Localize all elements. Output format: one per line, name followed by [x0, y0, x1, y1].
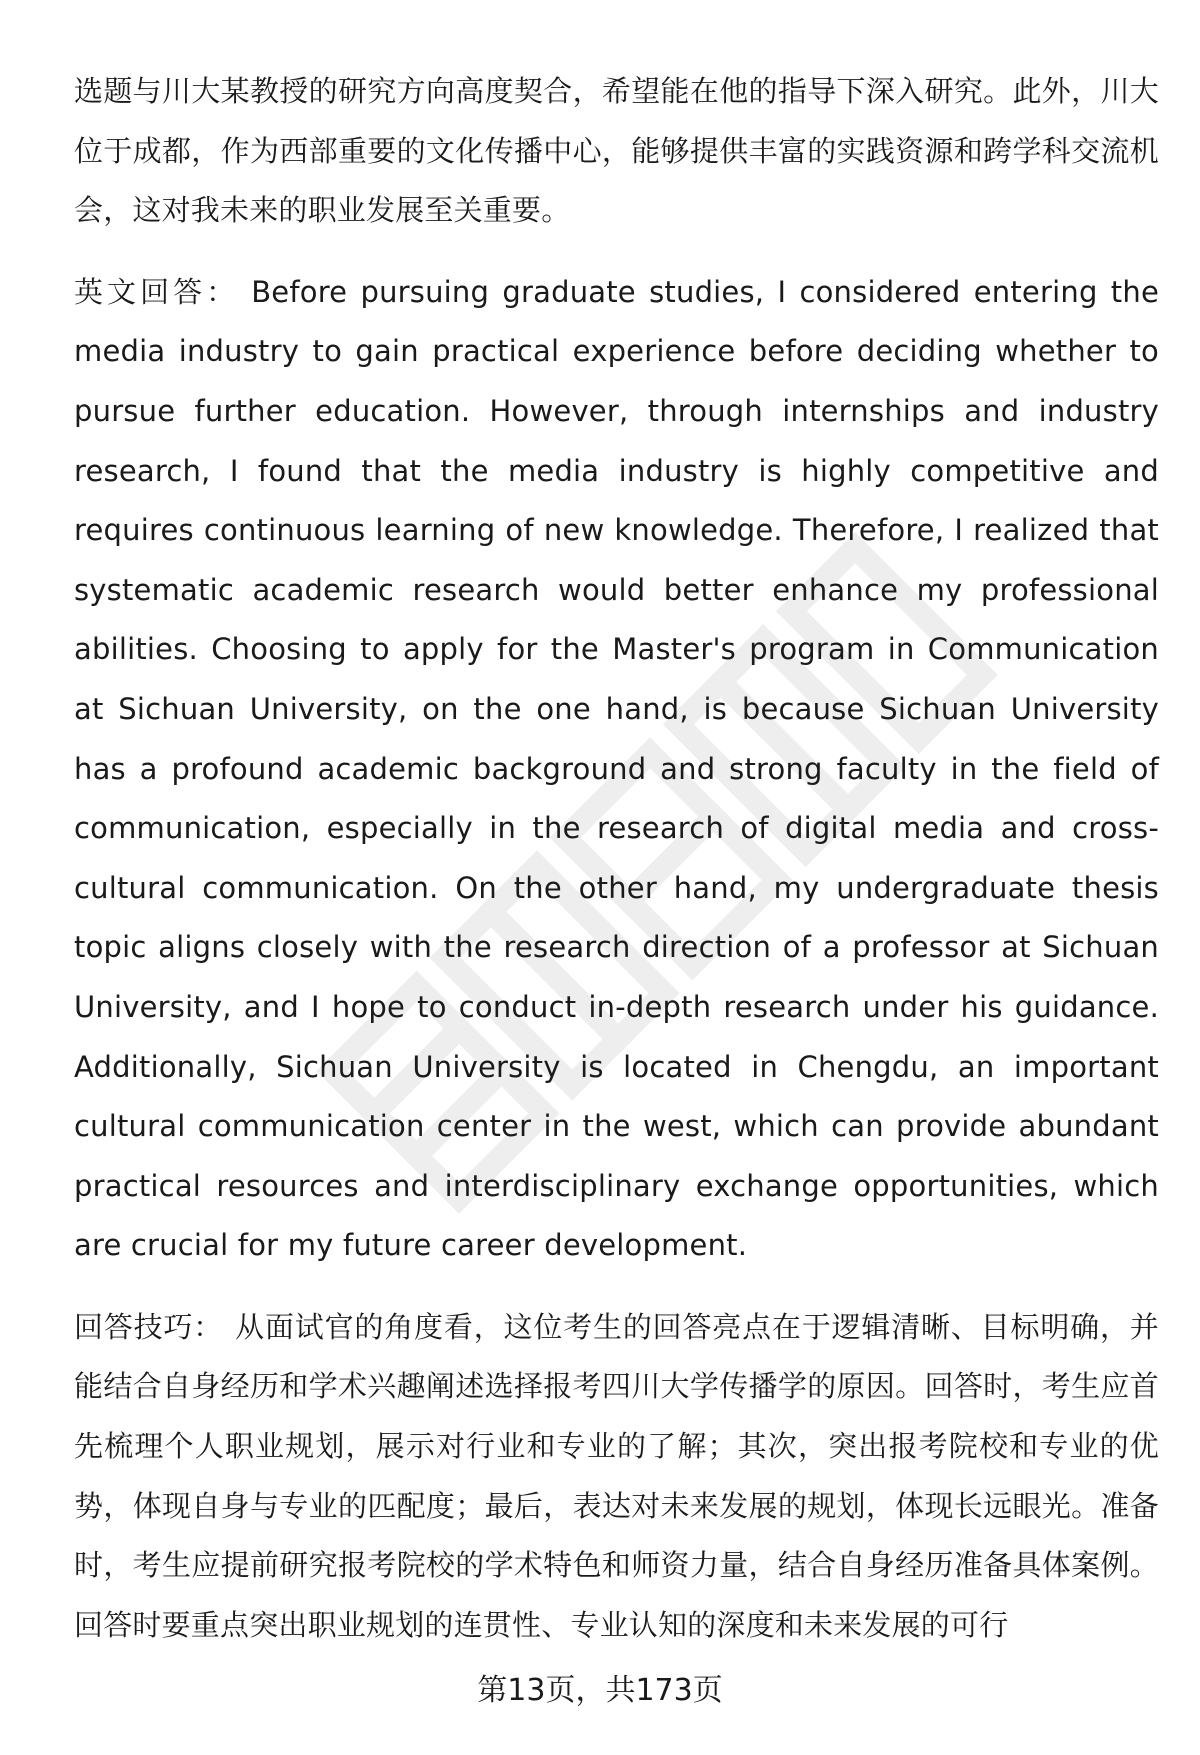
paragraph-answer-tips	[74, 1298, 1159, 1656]
english-answer-label: 英文回答：	[74, 274, 240, 309]
paragraph-english-answer	[74, 263, 1159, 1276]
paragraph-text: 选题与川大某教授的研究方向高度契合，希望能在他的指导下深入研究。此外，川大位于成都，作为西部重要的文化传播中心，能够提供丰富的实践资源和跨学科交流机会，这对我未来的职业发展至关重要。	[74, 74, 1159, 228]
paragraph-text: Before pursuing graduate studies, I considered entering the media industry to gain practical experience before deciding whether to pursue further education. However, through internships and industry research, I found that the media industry is highly competitive and requires continuous learning of new knowledge. Therefore, I realized that systematic academic research would better enhance my professional abilities. Choosing to apply for the Master's program in Communication at Sichuan University, on the one hand, is because Sichuan University has a profound academic background and strong faculty in the field of communication, especially in the research of digital media and cross-cultural communication. On the other hand, my undergraduate thesis topic aligns closely with the research direction of a professor at Sichuan University, and I hope to conduct in-depth research under his guidance. Additionally, Sichuan University is located in Chengdu, an important cultural communication center in the west, which can provide abundant practical resources and interdisciplinary exchange opportunities, which are crucial for my future career development.	[74, 274, 1159, 1263]
paragraph-text: 从面试官的角度看，这位考生的回答亮点在于逻辑清晰、目标明确，并能结合自身经历和学术兴趣阐述选择报考四川大学传播学的原因。回答时，考生应首先梳理个人职业规划，展示对行业和专业的了解；其次，突出报考院校和专业的优势，体现自身与专业的匹配度；最后，表达对未来发展的规划，体现长远眼光。准备时，考生应提前研究报考院校的学术特色和师资力量，结合自身经历准备具体案例。回答时要重点突出职业规划的连贯性、专业认知的深度和未来发展的可行	[74, 1309, 1159, 1642]
document-page	[74, 62, 1159, 1677]
paragraph-chinese-answer-continued	[74, 62, 1159, 241]
page-number-footer: 第13页，共173页	[477, 1673, 723, 1708]
answer-tips-label: 回答技巧：	[74, 1309, 224, 1344]
